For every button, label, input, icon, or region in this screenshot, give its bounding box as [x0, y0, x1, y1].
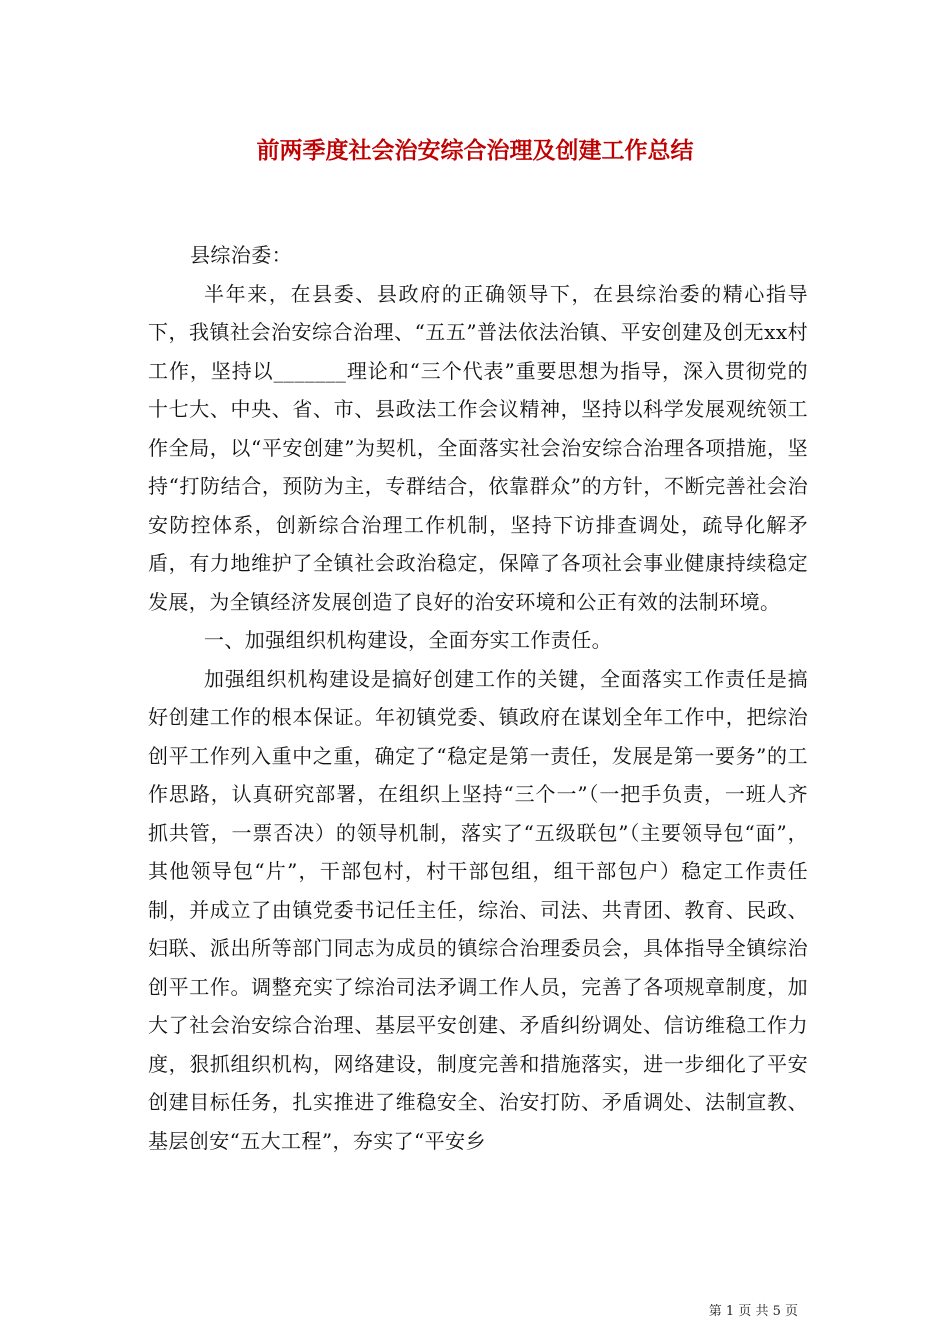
- section-heading: 一、加强组织机构建设，全面夯实工作责任。: [204, 628, 612, 652]
- intro-paragraph: 半年来，在县委、县政府的正确领导下，在县综治委的精心指导下，我镇社会治安综合治理、“五五”普法依法治镇、平安创建及创无xx村工作，坚持以_______理论和“三个代表”重要思想为指导，深入贯彻党的十七大、中央、省、市、县政法工作会议精神，坚持以科学发展观统领工作全局，以“平安创建”为契机，全面落实社会治安综合治理各项措施，坚持“打防结合，预防为主，专群结合，依靠群众”的方针，不断完善社会治安防控体系，创新综合治理工作机制，坚持下访排查调处，疏导化解矛盾，有力地维护了全镇社会政治稳定，保障了各项社会事业健康持续稳定发展，为全镇经济发展创造了良好的治安环境和公正有效的法制环境。: [148, 281, 808, 614]
- document-body: [148, 236, 808, 1160]
- salutation: 县综治委：: [190, 243, 292, 267]
- page-number: 第 1 页 共 5 页: [708, 1304, 798, 1319]
- section-paragraph: 加强组织机构建设是搞好创建工作的关键，全面落实工作责任是搞好创建工作的根本保证。年初镇党委、镇政府在谋划全年工作中，把综治创平工作列入重中之重，确定了“稳定是第一责任，发展是第一要务”的工作思路，认真研究部署，在组织上坚持“三个一”（一把手负责，一班人齐抓共管，一票否决）的领导机制，落实了“五级联包”（主要领导包“面”，其他领导包“片”，干部包村，村干部包组，组干部包户）稳定工作责任制，并成立了由镇党委书记任主任，综治、司法、共青团、教育、民政、妇联、派出所等部门同志为成员的镇综合治理委员会，具体指导全镇综治创平工作。调整充实了综治司法矛调工作人员，完善了各项规章制度，加大了社会治安综合治理、基层平安创建、矛盾纠纷调处、信访维稳工作力度，狠抓组织机构，网络建设，制度完善和措施落实，进一步细化了平安创建目标任务，扎实推进了维稳安全、治安打防、矛盾调处、法制宣教、基层创安“五大工程”，夯实了“平安乡: [148, 666, 808, 1153]
- document-title: 前两季度社会治安综合治理及创建工作总结: [256, 137, 694, 164]
